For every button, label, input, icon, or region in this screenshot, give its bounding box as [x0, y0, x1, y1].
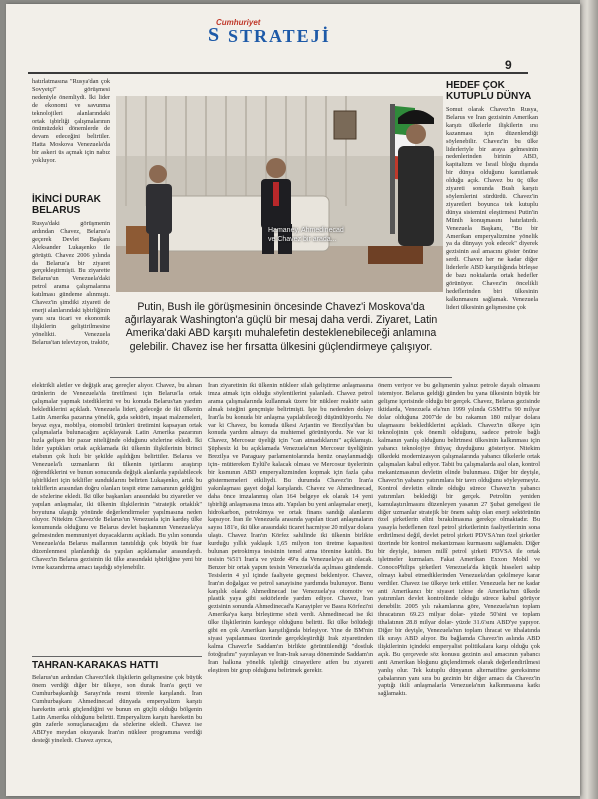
left-column-main	[32, 382, 202, 632]
photo-overlay-text: Hamaney, Ahmedinecad ve Chavez bir arada...	[268, 227, 344, 243]
right-middle-column	[378, 382, 540, 774]
masthead-title: STRATEJİ	[228, 26, 331, 46]
paragraph: elektrikli aletler ve değişik araç gereçler alıyor. Chavez, bu alınan ürünlerin de Venezuela'da üretilmesi için Belarus'la ortak çalışmalar yapmak istediklerini ve bu konuda Belarus'tan yardım beklediklerini açıkladı. Venezuela lideri, geleceğe de iki ülkenin Latin Amerika pazarına yönelik, gıda sektörü, inşaat malzemeleri, beyaz eşya, mobilya, otomobil ürünleri üretimini kapsayan ortak çalışmalarla bulunacağını açıklayarak Latin Amerika pazarının hızla gelişen bir pazar niteliğinde olduğunu sözlerine ekledi. İki lider yaptıkları ortak açıklamada iki ülkenin ilişkilerinin birinci etabının çok hızlı bir şekilde aşıldığını belirttiler. Belarus ve Venezuela'lı uzmanların iki ülkenin işirtlarını araştırıp öğrendiklerini ve bunun sonucunda değişik alanlarda yapılabilecek işbirlikleri için teklifler sunduklarını belirten Lukaşenko, artık bu tekliflerin arasından doğru olanları tespit etme zamanının geldiğini de sözlerine ekledi. İki ülke başkanları arasındaki bu ziyaretler ve yapılan anlaşmalar, iki ülkenin ilişkilerinin "stratejik ortaklık" boyutuna ulaştığı yönünde değerlendirmeler yapılmasına neden oluyor. Nitekim Chavez'de Belarus'un Venezuela için kardeş ülke konumunda olduğunu ve Belarus devlet başkanının Venezuela'ya gelmesinden memnuniyet duyacaklarını açıkladı. Bu yılın sonunda Venezuela'da Belarus mallarının tanıtıldığı çok büyük bir fuar düzenlenmesi planlandığı da yapılan açıklamalar arasındaydı. Chavez'in Belarus gezisinin iki ülke arasındaki işbirliğine yeni bir ivme kazandırma amacı taşıdığı söylenebilir.	[32, 382, 202, 571]
photo-caption: Putin, Bush ile görüşmesinin öncesinde Chavez'i Moskova'da ağırlayarak Washington'a güçlü bir mesaj daha verdi. Ziyaret, Latin Amerika'daki ABD karşıtı muhalefetin desteklenebileceği anlamına gelebilir. Chavez ise her fırsatta ülkesini güçlendirmeye çalışıyor.	[124, 301, 438, 353]
adjacent-page-edge	[580, 0, 598, 799]
paragraph: Belarus'un ardından Chavez'ilek ilişkilerin gelişmesine çok büyük önem verdiği diğer bir ülkeye, son durak İran'a geçti ve Cumhurbaşkanlığı Sarayı'nda resmi törenle karşılandı. İran Cumhurbaşkanı Ahmedinecad dünyada emperyalizm karşıtı hareketin artık güçlendiğini ve bunun en güçlü olduğu bölgenin Latin Amerika olduğunu belirtti. Emperyalizm karşıtı hareketin bu gün zaferle sonuçlanacağını da sözlerine ekledi. Chavez ise ABD'ye meydan okuyarak İran'ın nükleer programına verdiği desteği yineledi. Chavez ayrıca,	[32, 674, 202, 745]
masthead	[206, 18, 331, 58]
heading-right: HEDEF ÇOK KUTUPLU DÜNYA	[446, 80, 532, 102]
masthead-brand: Cumhuriyet	[216, 18, 261, 27]
heading-belarus: İKİNCİ DURAK BELARUS	[32, 194, 101, 216]
section-rule	[32, 656, 202, 657]
top-rule	[28, 72, 528, 74]
right-column	[446, 106, 538, 378]
left-column-belarus	[32, 220, 110, 398]
paragraph: Rusya'daki görüşmenin ardından Chavez, Belarus'a geçerek Devlet Başkanı Aleksander Lukaşenko ile görüştü. Chavez 2006 yılında da Belarus'a bir ziyaret gerçekleştirmişti. Bu ziyarette Belarus'un Venezuela'daki petrol arama çalışmalarına katılması gündeme alınmıştı. Chavez'in şimdiki ziyareti de enerji alanlarındaki işbirliğinin yanı sıra ticari ve ekonomik ilişkilerin geliştirilmesine yönelikti. Venezuela Belarus'tan televizyon, traktör,	[32, 220, 110, 346]
newspaper-page	[6, 4, 580, 796]
paragraph: İran ziyaretinin iki ülkenin nükleer silah geliştirme anlaşmasına imza atmak için olduğu söylentilerini yalanladı. Chavez petrol arama çalışmalarında kullanmak üzere bir nükleer reaktör satın almak isteğini gençmişte belirtmişti. İşte bu nedenden dolayı İran'la bu konuda bir anlaşma yapılabileceği düşünülüyordu. Ne var ki Chavez, bu konuda ülkesi Arjantin ve Brezilya'dan bu konuda yardım almayı da muhtemel görünüyordu. Ne var ki Chavez, Mercosur üyeliği için "can atmadıklarını" açıklamıştı. Şüphesiz ki bu açıklamada Venezuela'nın Mercosur üyeliğinin Brezilya ve Paraguay parlamentolarında henüz onaylanmadığı için- müttereken Eylül'e kalacak olması ve Mercosur üyelerinin bir kısmının ABD emperyalizminden kopmak için fazla çaba göstermemeleri etkiliydi. Bu durumda Chavez'in İran'a yakınlaşması gayet doğal karşılandı. Chavez ve Ahmedinecad, daha önce imzalanmış olan 164 belgeye ek olarak 14 yeni işbirliği anlaşmasına imza attı. Yapılan bu yeni anlaşmalar enerji, hidrokarbon, petrokimya ve ortak finans sandığı alanlarını kapsıyor. İran ile Venezuela arasında yapılan ticari anlaşmaların sayısı 181'e, iki ülke arasındaki ticaret hacmiyse 20 milyar dolara ulaştı. Chavez İran'ın Körfez sahilinde iki ülkenin birlikte kurduğu yıllık yaklaşık 1,65 milyon ton üretme kapasitesi bulunan petrokimya tesisinin temel atma törenine katıldı. Bu tesisin %51'i İran'a ve yüzde 49'u da Venezuela'ya ait olacak. Benzer bir ortak yapım tesisin Venezuela'da açılması gündemde. Tesislerin 4 yıl içinde faaliyete geçmesi bekleniyor. Chavez, İran'ın doğalgaz ve petrol sanayisine yardımda bulunuyor. Bunu karşılık olarak Ahmedinecad ise Venezuela'ya otomotiv ve plastik yaya gibi sektörlerde yardım ediyor. Chavez, İran gezisinin sonunda Ahmedinecad'a Karayipler ve Basra Körfezi'ni Amerika'ya karşı birleştirme sözü verdi. Ahmedinecad ise iki ülke ilişkilerinin kardeşçe olduğunu belirtti. İki ülke bölüdeği gibi en çok Amerikan karşıtlığında birleşiyor. Yine de BM'nin siyasi yapılanması üzerinde gerçekleştirdiği Irak ziyaretinden kalma Chavez'le Saddam'ın birlikte görüntülendiği "dostluk fotoğrafını" yayınlayan ve İran-Irak savaşı döneminde Saddam'ın İran halkına yönelik işlediği cinayetlere atfen bu ziyareti eleştiren bir grup olduğunu belirtmek gerekir.	[208, 382, 373, 674]
left-column-top	[32, 78, 110, 190]
page-number: 9	[505, 58, 512, 72]
masthead-swoosh-icon: S	[208, 24, 220, 46]
left-column-tahran	[32, 674, 202, 774]
paragraph: önem veriyor ve bu gelişmenin yalnız petrole dayalı olmasını istemiyor. Belarus geldiği günden bu yana ülkesinin büyük bir gelişme içerisinde olduğu bir gerçek. Chavez, Belarus gezisinde iktidarda, Venezuela ela'nın 1999 yılında GSMH'sı 90 milyar dolar olduğuna 2007'de de bu rakamın 180 milyar dolara ulaşmasını beklediklerini açıkladı. Chavez'in ülkeye için teknolojinin çok önemli olduğunu, sadece petrole bağlı kalmanın yanlış olduğunu belirtmesi ülkesinin kalkınması için yabancı teknolojiye ihtiyaç duyduğunu gösteriyor. Nitekim ülkedeki modernizasyon çalışmalarında yabancı ülkelerle ortak çalışmaları kabul ediyor. Tabii bu çalışmalarda asıl olan, kontrol mekanizmasının devletin elinde bulunması. Diğer bir deyişle, Chavez'in yabancı yatırımlara bir tavrı olduğunu söyleyemeyiz. Kontrol devletin elinde olduğu sürece Chavez'in yabancı yatırımları beklediği bir gerçek. Petrolün yeniden kamulaştırılmasını düzenleyen yasanın 27 Şubat genelgesi ile diğer uzmanlar stratejik bir önem sahip olan enerji sektörünün özel şirketlerin elini bırakılmasına gerekçe olmaktadır. Bu yasayla hedeflenen özel petrol şirketlerinin faaliyetlerinin sona erdirilmesi değil, devlet petrol şirketi PDVSA'nın özel şirketler üzerinde bir kontrol mekanizması kurmasını sağlamaktı. Diğer bir deyişle, istenen millî petrol şirketi PDVSA ile ortak işletmeler kurmaları. Fakat Amerikan Exxon Mobil ve ConocoPhilips şirketleri Venezuela'da küçük hisseleri sahip olmayı kabul etmediklerinden Venezuela'dan çekilmeye karar verdiler. Chavez ise ülkeye terk ettiler. Venezuela her ne kadar anti Amerikancı bir siyaset izlese de Amerika'nın ülkede yatırımları devlet kontrolünde olduğu sürece kabul görüyor denebilir. 2005 yılı rakamlarına göre, Venezuela'nın toplam ihracatının 69.23 milyar dolar- yüzde 50'sini ve toplam ithalatının 28.8 milyar dolar- yüzde 31.6'sını ABD'ye yapıyor. Diğer bir deyişle, Venezuela'nın toplam ihracat ve ithalatında ilk sırayı ABD alıyor. Bu bağlamda Chavez'in aslında ABD ilişkilerinin içindeki emperyalist politikalara karşı olduğu çok açık. Bu çerçevede söz konusu gezinin asıl amacının yabancı anti Amerikan bloğunu güçlendirmek olarak değerlendirilmesi yanlış olur. Tek kutuplu dünyanın alternatifine gereksinme çabalarının yanı sıra bu gezinin bir diğer amacı da Chavez'in yaptığı ikili anlaşmalarla Venezuela'nın kalkınmasına katkı sağlamaktı.	[378, 382, 540, 698]
photo-illustration	[116, 96, 443, 292]
caption-rule	[110, 377, 452, 378]
heading-tahran: TAHRAN-KARAKAS HATTI	[32, 660, 159, 671]
news-photo	[116, 96, 443, 292]
paragraph: hatırlatmasına "Rusya'dan çok Sovyetçi" görüşmesi nedeniyle önemliydi. İki lider de ekonomi ve savunma teknolojileri alanlarındaki ortak işbirliği çalışmalarının önümüzdeki dönemlerde de devam edeceğini belirtiler. Hatta Moskova Venezuela'da bir askeri üs açmak için nabız yokluyor.	[32, 78, 110, 165]
paragraph: Somut olarak Chavez'in Rusya, Belarus ve İran gezisinin Amerikan karşıtı ülkelerle ilişkilerin ırsı kazanması için düzenlendiği söylenebilir. Chavez'in bu ülke liderleriyle bir araya gelmesinin nedenlerinden birinin ABD, kapitalizm ve İsrail bloğu dışında bir dünya olduğunu kanıtlamak olduğu açık. Chavez bu üç ülke ziyareti sonunda Bush karşıtı söylemlerini sürdürdü. Chavez'in ziyaretleri boyunca tek kutuplu dünya sistemini eleştirmesi Putin'in Münih konuşmasını hatırlatırdı. Venezuela Başkanı, "Bu bir Amerikan emperyalizmine yönelik ya da dünyayı yok edecek" diyerek gezisinin asıl amacını göster önüne serdi. Chavez her ne kadar diğer liderlerle ABD karşıtlığında birleşse de bazı noktalarda ortak hedefler görünüyor. Chavez'in öncelikli hedeflerinden biri ülkesinin kalkınmasını sağlamak. Venezuela lideri ülkesinin gelişmesine çok	[446, 106, 538, 311]
middle-column	[208, 382, 373, 774]
